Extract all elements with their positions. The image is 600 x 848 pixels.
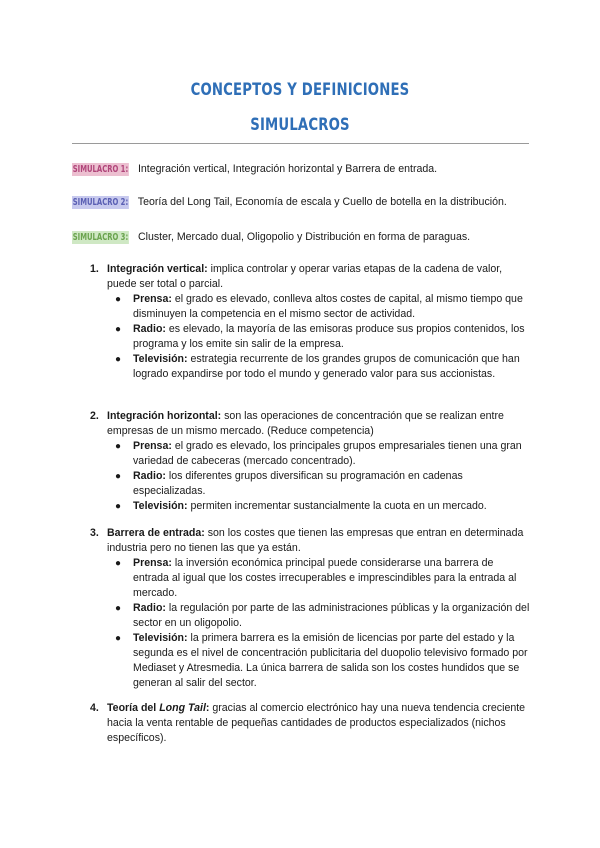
list-item xyxy=(115,292,530,322)
simulacro-2 xyxy=(72,196,507,209)
bullet-label: Televisión: xyxy=(133,500,188,512)
bullet-icon: ● xyxy=(115,501,122,512)
simulacro-1 xyxy=(72,163,437,176)
section-term: Integración vertical: xyxy=(107,263,208,275)
bullet-icon: ● xyxy=(115,324,122,335)
bullet-icon: ● xyxy=(115,354,122,365)
bullet-text: los diferentes grupos diversifican su programación en cadenas especializadas. xyxy=(133,470,463,497)
simulacro-3-tag: SIMULACRO 3: xyxy=(72,232,129,243)
section-text: gracias al comercio electrónico hay una nueva tendencia creciente hacia la venta rentable de pequeñas cantidades de productos especializados (nichos específicos). xyxy=(107,702,526,744)
simulacro-1-text: Integración vertical, Integración horizontal y Barrera de entrada. xyxy=(135,163,438,175)
bullet-icon: ● xyxy=(115,441,122,452)
list-item xyxy=(115,556,530,601)
simulacro-2-text: Teoría del Long Tail, Economía de escala y Cuello de botella en la distribución. xyxy=(135,196,507,208)
section-text: implica controlar y operar varias etapas de la cadena de valor, puede ser total o parcial. xyxy=(107,263,503,290)
section-barrera-de-entrada xyxy=(90,526,530,691)
simulacro-3-text: Cluster, Mercado dual, Oligopolio y Distribución en forma de paraguas. xyxy=(135,231,471,243)
page-title: CONCEPTOS Y DEFINICIONES xyxy=(190,80,410,100)
list-item xyxy=(115,499,530,514)
bullet-text: la primera barrera es la emisión de licencias por parte del estado y la segunda es el nivel de concentración publicitaria del duopolio televisivo formado por Mediaset y Atresmedia. La única barrera de salida son los costes hundidos que se generan al salir del sector. xyxy=(133,632,528,689)
section-term: Barrera de entrada: xyxy=(107,527,205,539)
page-subtitle: SIMULACROS xyxy=(250,115,350,135)
bullet-label: Prensa: xyxy=(133,293,172,305)
term-italic: Long Tail xyxy=(159,702,206,714)
section-integracion-horizontal xyxy=(90,409,530,514)
section-term: Integración horizontal: xyxy=(107,410,222,422)
section-text: son los costes que tienen las empresas que entran en determinada industria pero no tienen las que ya están. xyxy=(107,527,524,554)
bullet-text: la regulación por parte de las administraciones públicas y la organización del sector en un oligopolio. xyxy=(133,602,530,629)
list-item xyxy=(115,439,530,469)
section-number: 3. xyxy=(90,527,99,539)
simulacro-2-tag: SIMULACRO 2: xyxy=(72,197,129,208)
section-integracion-vertical xyxy=(90,262,530,382)
term-suffix: : xyxy=(205,702,210,714)
bullet-icon: ● xyxy=(115,558,122,569)
list-item xyxy=(115,631,530,691)
bullet-icon: ● xyxy=(115,471,122,482)
section-text: son las operaciones de concentración que se realizan entre empresas de un mismo mercado. (Reduce competencia) xyxy=(107,410,504,437)
bullet-icon: ● xyxy=(115,603,122,614)
bullet-label: Radio: xyxy=(133,602,166,614)
section-number: 4. xyxy=(90,702,99,714)
bullet-label: Televisión: xyxy=(133,632,188,644)
bullet-text: permiten incrementar sustancialmente la cuota en un mercado. xyxy=(187,500,487,512)
bullet-label: Radio: xyxy=(133,470,166,482)
section-long-tail xyxy=(90,701,530,746)
list-item xyxy=(115,469,530,499)
term-prefix: Teoría del xyxy=(107,702,160,714)
bullet-icon: ● xyxy=(115,633,122,644)
section-number: 2. xyxy=(90,410,99,422)
simulacro-1-tag: SIMULACRO 1: xyxy=(72,164,129,175)
bullet-text: estrategia recurrente de los grandes grupos de comunicación que han logrado expandirse por todo el mundo y generado valor para sus accionistas. xyxy=(133,353,520,380)
list-item xyxy=(115,322,530,352)
bullet-text: el grado es elevado, conlleva altos costes de capital, al mismo tiempo que disminuyen la competencia en el mismo sector de actividad. xyxy=(133,293,523,320)
section-number: 1. xyxy=(90,263,99,275)
simulacro-3 xyxy=(72,231,470,244)
bullet-text: el grado es elevado, los principales grupos empresariales tienen una gran variedad de cabeceras (mercado concentrado). xyxy=(133,440,522,467)
bullet-label: Prensa: xyxy=(133,557,172,569)
list-item xyxy=(115,601,530,631)
bullet-label: Radio: xyxy=(133,323,166,335)
bullet-label: Televisión: xyxy=(133,353,188,365)
bullet-text: es elevado, la mayoría de las emisoras produce sus propios contenidos, los programa y los emite sin salir de la empresa. xyxy=(133,323,525,350)
bullet-text: la inversión económica principal puede considerarse una barrera de entrada al igual que los costes irrecuperables e imprescindibles para la entrada al mercado. xyxy=(133,557,517,599)
list-item xyxy=(115,352,530,382)
bullet-label: Prensa: xyxy=(133,440,172,452)
title-divider xyxy=(72,143,529,144)
bullet-icon: ● xyxy=(115,294,122,305)
section-term xyxy=(107,702,209,714)
